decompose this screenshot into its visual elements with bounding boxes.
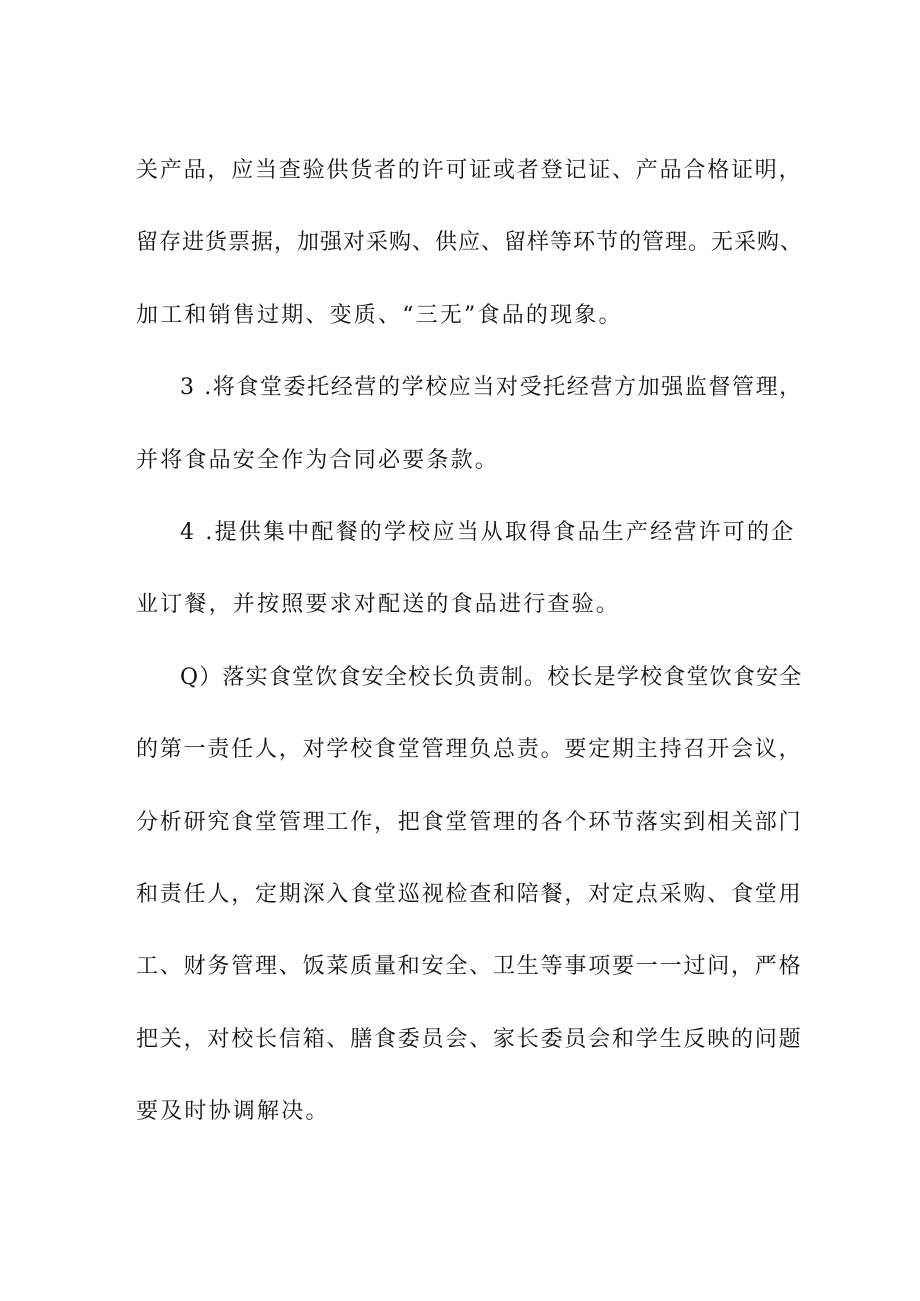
- text-line: 把关，对校长信箱、膳食委员会、家长委员会和学生反映的问题: [136, 1026, 803, 1052]
- text-line: Q）落实食堂饮食安全校长负责制。校长是学校食堂饮食安全: [180, 664, 803, 690]
- text-line: 留存进货票据，加强对采购、供应、留样等环节的管理。无采购、: [136, 230, 804, 256]
- text-line: 加工和销售过期、变质、“三无”食品的现象。: [136, 302, 623, 328]
- text-line: 业订餐，并按照要求对配送的食品进行查验。: [136, 592, 621, 618]
- document-body: [136, 148, 806, 1161]
- text-line: 的第一责任人，对学校食堂管理负总责。要定期主持召开会议，: [136, 737, 803, 763]
- text-line: 工、财务管理、饭菜质量和安全、卫生等事项要一一过问，严格: [136, 954, 803, 980]
- text-line: 4 .提供集中配餐的学校应当从取得食品生产经营许可的企: [180, 519, 796, 545]
- text-line: 并将食品安全作为合同必要条款。: [136, 447, 500, 473]
- text-line: 3 .将食堂委托经营的学校应当对受托经营方加强监督管理，: [180, 375, 803, 401]
- text-line: 和责任人，定期深入食堂巡视检查和陪餐，对定点采购、食堂用: [136, 881, 803, 907]
- text-line: 关产品，应当查验供货者的许可证或者登记证、产品合格证明，: [136, 158, 803, 183]
- text-line: 要及时协调解决。: [136, 1099, 330, 1125]
- text-line: 分析研究食堂管理工作，把食堂管理的各个环节落实到相关部门: [136, 809, 803, 835]
